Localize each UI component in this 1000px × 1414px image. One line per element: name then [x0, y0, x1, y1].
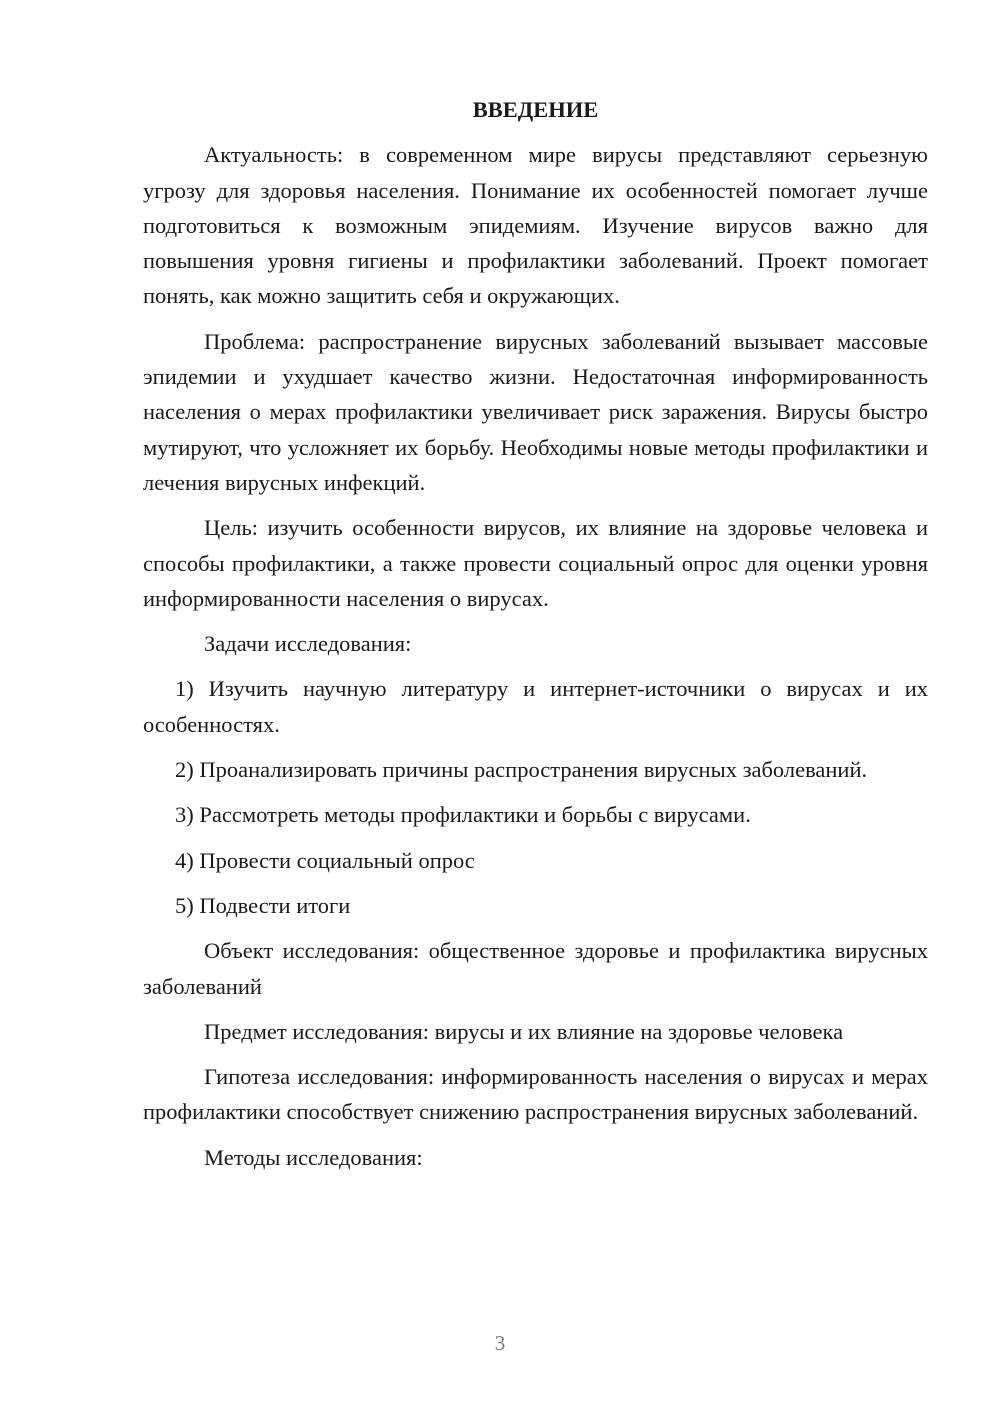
page-number: 3 [494, 1331, 506, 1355]
paragraph-object: Объект исследования: общественное здоровье и профилактика вирусных заболеваний [143, 938, 928, 999]
task-item-2: 2) Проанализировать причины распространения вирусных заболеваний. [175, 757, 868, 783]
task-item-3: 3) Рассмотреть методы профилактики и борьбы с вирусами. [175, 802, 751, 828]
task-item-4: 4) Провести социальный опрос [175, 847, 475, 873]
document-body [143, 92, 928, 1175]
paragraph-tasks-heading: Задачи исследования: [204, 631, 412, 657]
paragraph-problem: Проблема: распространение вирусных заболеваний вызывает массовые эпидемии и ухудшает качество жизни. Недостаточная информированность населения о мерах профилактики увеличивает риск заражения. Вирусы быстро мутируют, что усложняет их борьбу. Необходимы новые методы профилактики и лечения вирусных инфекций. [143, 328, 928, 495]
paragraph-subject: Предмет исследования: вирусы и их влияние на здоровье человека [204, 1018, 844, 1044]
section-title: ВВЕДЕНИЕ [472, 97, 599, 122]
paragraph-hypothesis: Гипотеза исследования: информированность населения о вирусах и мерах профилактики способствует снижению распространения вирусных заболеваний. [143, 1064, 928, 1125]
task-item-5: 5) Подвести итоги [175, 892, 351, 918]
paragraph-methods: Методы исследования: [204, 1144, 423, 1170]
paragraph-relevance: Актуальность: в современном мире вирусы представляют серьезную угрозу для здоровья населения. Понимание их особенностей помогает лучше подготовиться к возможным эпидемиям. Изучение вирусов важно для повышения уровня гигиены и профилактики заболеваний. Проект помогает понять, как можно защитить себя и окружающих. [143, 142, 928, 309]
task-item-1: 1) Изучить научную литературу и интернет-источники о вирусах и их особенностях. [143, 676, 928, 737]
paragraph-goal: Цель: изучить особенности вирусов, их влияние на здоровье человека и способы профилактики, а также провести социальный опрос для оценки уровня информированности населения о вирусах. [143, 515, 928, 611]
